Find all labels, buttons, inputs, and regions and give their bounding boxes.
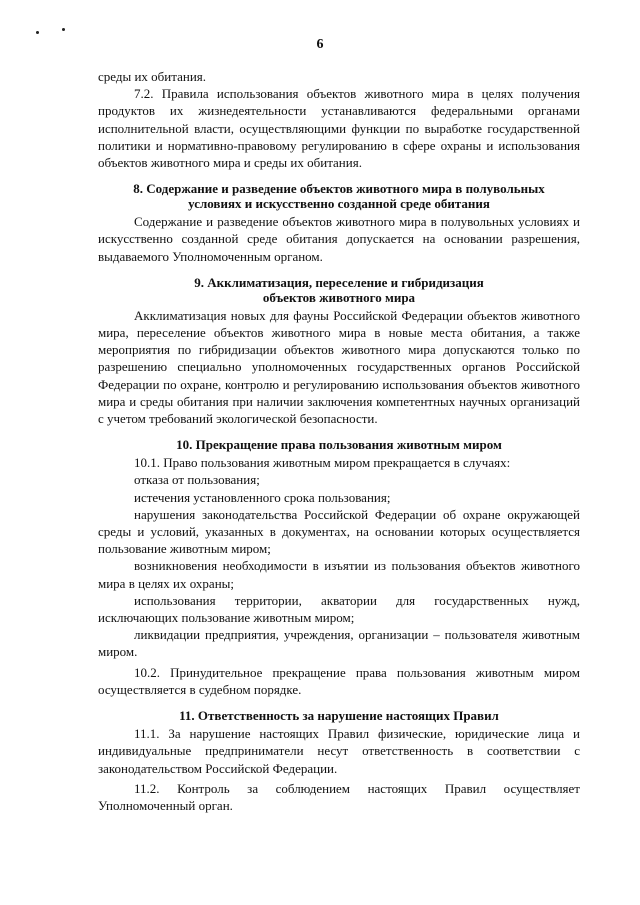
- document-body: [98, 68, 580, 814]
- list-item: нарушения законодательства Российской Федерации об охране окружающей среды и условий, указанных в документах, на основании которых осуществляется пользование животным миром;: [98, 506, 580, 557]
- list-item: возникновения необходимости в изъятии из пользования объектов животного мира в целях их охраны;: [98, 558, 580, 591]
- scan-marks: [36, 26, 76, 36]
- section-8-paragraph: Содержание и разведение объектов животного мира в полувольных условиях и искусственно созданной среде обитания допускается на основании разрешения, выдаваемого Уполномоченным органом.: [98, 214, 580, 264]
- list-item: использования территории, акватории для государственных нужд, исключающих пользование животным миром;: [98, 592, 580, 626]
- section-10-heading: 10. Прекращение права пользования животным миром: [176, 437, 502, 453]
- paragraph-10-1: 10.1. Право пользования животным миром прекращается в случаях:: [134, 455, 511, 471]
- section-9-heading-line2: объектов животного мира: [262, 289, 416, 305]
- list-item: отказа от пользования;: [134, 472, 260, 488]
- list-item: истечения установленного срока пользования;: [134, 489, 391, 505]
- section-9-heading-line1: 9. Акклиматизация, переселение и гибридизация: [194, 274, 484, 290]
- paragraph-11-2: 11.2. Контроль за соблюдением настоящих Правил осуществляет Уполномоченный орган.: [98, 780, 580, 813]
- paragraph-11-1: 11.1. За нарушение настоящих Правил физические, юридические лица и индивидуальные предприниматели несут ответственность в соответствии с законодательством Российской Федерации.: [98, 726, 580, 776]
- section-9-heading: [98, 275, 580, 305]
- list-item: ликвидации предприятия, учреждения, организации – пользователя животным миром.: [98, 627, 580, 660]
- paragraph-7-2: 7.2. Правила использования объектов животного мира в целях получения продуктов их жизнедеятельности устанавливаются федеральными органами исполнительной власти, осуществляющими функции по выработке государственной политики и нормативно-правовому регулированию в сфере охраны и использования объектов животного мира и среды их обитания.: [98, 86, 580, 171]
- section-9-paragraph: Акклиматизация новых для фауны Российской Федерации объектов животного мира, переселение объектов животного мира в новые места обитания, а также мероприятия по гибридизации объектов животного мира допускаются только по разрешению специально уполномоченных государственных органов Российской Федерации по охране, контролю и регулированию использования объектов животного мира и среды обитания при наличии заключения компетентных научных организаций с учетом требований экологической безопасности.: [98, 307, 580, 427]
- section-11-heading: 11. Ответственность за нарушение настоящих Правил: [179, 708, 499, 724]
- page-number: 6: [316, 37, 324, 52]
- section-8-heading-line1: 8. Содержание и разведение объектов животного мира в полувольных: [133, 181, 545, 197]
- section-8-heading-line2: условиях и искусственно созданной среде обитания: [188, 196, 490, 212]
- paragraph-7-tail: среды их обитания.: [98, 69, 206, 84]
- paragraph-10-2: 10.2. Принудительное прекращение права пользования животным миром осуществляется в судебном порядке.: [98, 664, 580, 697]
- section-8-heading: [98, 181, 580, 211]
